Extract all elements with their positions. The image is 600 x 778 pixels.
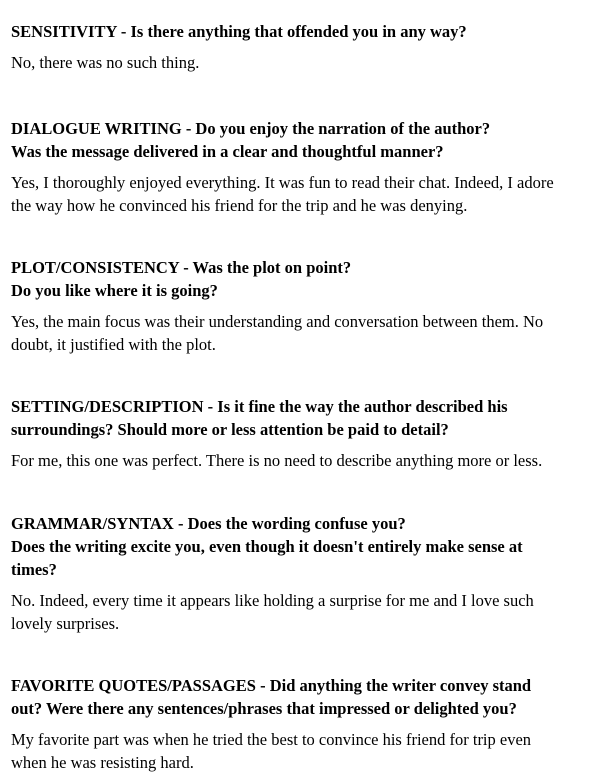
question-line: Does the writing excite you, even though it doesn't entirely make sense at [11, 537, 523, 556]
question-line: DIALOGUE WRITING - Do you enjoy the narration of the author? [11, 119, 491, 138]
answer-favorite-quotes [11, 728, 592, 774]
question-line: surroundings? Should more or less attention be paid to detail? [11, 420, 449, 439]
answer-line: lovely surprises. [11, 614, 120, 633]
question-favorite-quotes [11, 674, 592, 720]
answer-line: For me, this one was perfect. There is no need to describe anything more or less. [11, 451, 543, 470]
answer-grammar-syntax [11, 589, 592, 635]
answer-line: Yes, I thoroughly enjoyed everything. It was fun to read their chat. Indeed, I adore [11, 173, 554, 192]
question-line: Do you like where it is going? [11, 281, 218, 300]
answer-dialogue-writing [11, 171, 592, 217]
section-dialogue-writing [11, 117, 592, 217]
answer-line: Yes, the main focus was their understanding and conversation between them. No [11, 312, 544, 331]
question-line: Was the message delivered in a clear and thoughtful manner? [11, 142, 444, 161]
question-line: times? [11, 560, 57, 579]
question-line: SETTING/DESCRIPTION - Is it fine the way the author described his [11, 397, 508, 416]
answer-setting-description [11, 449, 592, 472]
answer-line: doubt, it justified with the plot. [11, 335, 216, 354]
question-sensitivity [11, 20, 592, 43]
answer-sensitivity [11, 51, 592, 74]
question-line: GRAMMAR/SYNTAX - Does the wording confuse you? [11, 514, 406, 533]
question-setting-description [11, 395, 592, 441]
question-dialogue-writing [11, 117, 592, 163]
answer-line: My favorite part was when he tried the best to convince his friend for trip even [11, 730, 532, 749]
question-line: PLOT/CONSISTENCY - Was the plot on point? [11, 258, 352, 277]
answer-line: No, there was no such thing. [11, 53, 200, 72]
question-plot-consistency [11, 256, 592, 302]
answer-line: when he was resisting hard. [11, 753, 194, 772]
answer-line: No. Indeed, every time it appears like holding a surprise for me and I love such [11, 591, 534, 610]
question-grammar-syntax [11, 512, 592, 581]
section-setting-description [11, 395, 592, 472]
section-favorite-quotes [11, 674, 592, 774]
question-line: SENSITIVITY - Is there anything that offended you in any way? [11, 22, 467, 41]
question-line: out? Were there any sentences/phrases that impressed or delighted you? [11, 699, 517, 718]
section-plot-consistency [11, 256, 592, 356]
question-line: FAVORITE QUOTES/PASSAGES - Did anything the writer convey stand [11, 676, 532, 695]
section-sensitivity [11, 20, 592, 74]
answer-line: the way how he convinced his friend for the trip and he was denying. [11, 196, 468, 215]
answer-plot-consistency [11, 310, 592, 356]
section-grammar-syntax [11, 512, 592, 635]
